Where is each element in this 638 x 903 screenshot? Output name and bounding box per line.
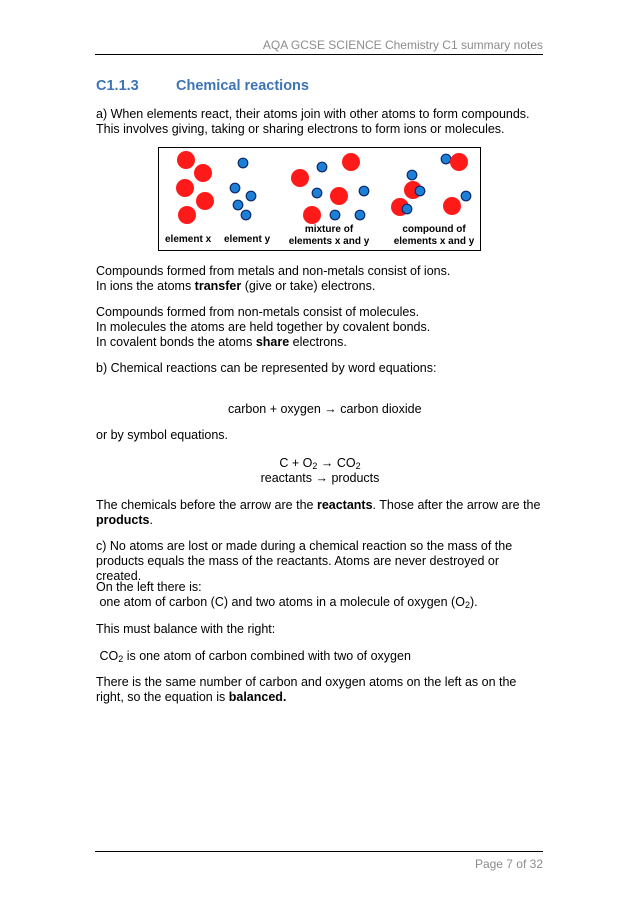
blue-atom: [359, 186, 369, 196]
balance-right-line: This must balance with the right:: [96, 622, 276, 636]
section-heading: [96, 78, 309, 94]
final-paragraph: There is the same number of carbon and oxygen atoms on the left as on the right, so the equation is balanced.: [96, 675, 517, 704]
footer-rule: [95, 851, 543, 852]
blue-atom: [312, 188, 322, 198]
red-atom: [450, 153, 468, 171]
red-atom: [177, 151, 195, 169]
red-atom: [303, 206, 321, 224]
ions-line-2: In ions the atoms transfer (give or take) electrons.: [96, 279, 376, 293]
blue-atom: [402, 204, 412, 214]
molecules-line-1: Compounds formed from non-metals consist of molecules.: [96, 305, 420, 319]
blue-atom: [246, 191, 256, 201]
ions-line-1: Compounds formed from metals and non-metals consist of ions.: [96, 264, 451, 278]
red-atom: [443, 197, 461, 215]
molecules-line-2: In molecules the atoms are held together by covalent bonds.: [96, 320, 431, 334]
reactants-products-line: reactants → products: [260, 471, 380, 485]
blue-atom: [241, 210, 251, 220]
label-mixture-1: mixture of: [304, 224, 354, 235]
co2-line: $CO_2$ is one atom of carbon combined with two of oxygen: [96, 649, 411, 664]
left-side-line-2: one atom of carbon (C) and two atoms in a molecule of oxygen $(O_2)$.: [96, 595, 478, 610]
blue-atom: [415, 186, 425, 196]
section-title: Chemical reactions: [176, 78, 309, 94]
symbol-equation: $C + O_2 \to CO_2$: [279, 456, 361, 471]
molecules-line-3: In covalent bonds the atoms share electrons.: [96, 335, 347, 349]
label-mixture-2: elements x and y: [288, 236, 370, 247]
reactants-paragraph: The chemicals before the arrow are the reactants. Those after the arrow are the products.: [96, 498, 541, 527]
blue-atom: [355, 210, 365, 220]
paragraph-b: b) Chemical reactions can be represented by word equations:: [96, 361, 437, 375]
blue-atom: [461, 191, 471, 201]
page-header: AQA GCSE SCIENCE Chemistry C1 summary notes: [262, 38, 543, 52]
blue-atom: [238, 158, 248, 168]
blue-atom: [330, 210, 340, 220]
left-side-line-1: On the left there is:: [96, 580, 202, 594]
blue-atom: [441, 154, 451, 164]
red-atom: [178, 206, 196, 224]
label-compound-1: compound of: [402, 224, 466, 235]
red-atom: [330, 187, 348, 205]
label-compound-2: elements x and y: [393, 236, 475, 247]
blue-atom: [317, 162, 327, 172]
symbol-intro: or by symbol equations.: [96, 428, 229, 442]
red-atom: [194, 164, 212, 182]
red-atom: [342, 153, 360, 171]
blue-atom: [233, 200, 243, 210]
paragraph-a: a) When elements react, their atoms join with other atoms to form compounds. This involves giving, taking or sharing electrons to form ions or molecules.: [96, 107, 530, 136]
blue-atom: [407, 170, 417, 180]
paragraph-c: c) No atoms are lost or made during a chemical reaction so the mass of the products equals the mass of the reactants. Atoms are never destroyed or created.: [96, 539, 513, 583]
section-number: C1.1.3: [96, 78, 139, 94]
red-atom: [291, 169, 309, 187]
red-atom: [196, 192, 214, 210]
label-element-x: element x: [165, 234, 212, 245]
atoms-diagram-svg: [159, 148, 480, 250]
header-rule: [95, 54, 543, 55]
blue-atom: [230, 183, 240, 193]
label-element-y: element y: [224, 234, 271, 245]
atoms-diagram: [158, 147, 481, 251]
word-equation: carbon + oxygen → carbon dioxide: [228, 402, 422, 416]
page-number: Page 7 of 32: [474, 857, 543, 871]
red-atom: [176, 179, 194, 197]
